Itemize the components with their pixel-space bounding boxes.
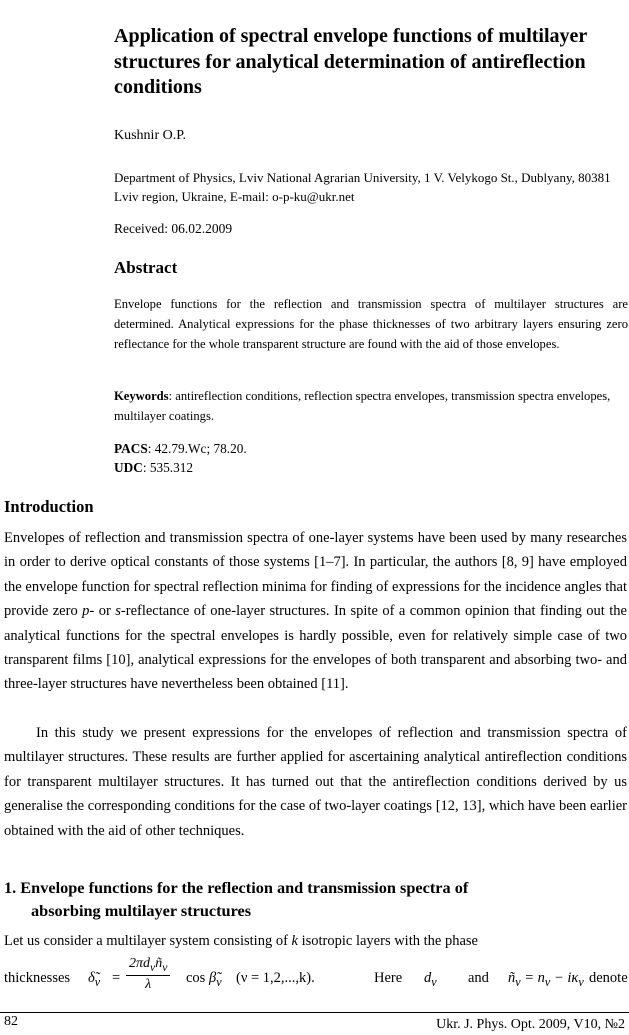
eq-d-sub: ν [431, 974, 437, 989]
eq-and: and [468, 970, 489, 986]
equation-line [4, 956, 627, 1002]
pacs [114, 441, 247, 457]
eq-denominator: λ [145, 976, 152, 992]
footer-rule [0, 1012, 629, 1013]
abstract-heading: Abstract [114, 258, 178, 277]
eq-cos-text: cos [186, 970, 206, 986]
eq-beta: β̃ [208, 970, 217, 986]
eq-thicknesses: thicknesses [4, 970, 71, 986]
eq-delta-symbol: δ̃ [88, 970, 95, 986]
eq-d [424, 970, 437, 990]
eq-delta-sub: ν [94, 974, 101, 989]
sec1-k: k [291, 933, 298, 949]
eq-fraction [126, 956, 170, 993]
eq-num-text: 2πd [129, 956, 151, 971]
received-date: Received: 06.02.2009 [114, 221, 233, 236]
eq-cos [186, 970, 222, 990]
paper-title: Application of spectral envelope functions of multilayer structures for analytical determination of antireflection conditions [114, 25, 587, 98]
intro-p1-s: s [115, 603, 121, 620]
eq-n-b: = n [520, 970, 545, 986]
keywords [114, 386, 614, 426]
eq-numerator [126, 956, 170, 976]
udc [114, 460, 193, 476]
abstract-text: Envelope functions for the reflection and transmission spectra of multilayer structures are determined. Analytical expressions for the phase thicknesses of two arbitrary layers ensuring zero reflectance for the whole transparent structure are found with the aid of those envelopes. [114, 297, 628, 351]
eq-delta [88, 970, 100, 990]
eq-here: Here [374, 970, 403, 986]
eq-n-sub1: ν [515, 974, 521, 989]
eq-num-sub: ν [150, 960, 156, 974]
intro-p1-text-a: Envelopes of reflection and transmission spectra of one-layer systems have been used by many researches in order to derive optical constants of those systems [1–7]. In particular, the authors [8, 9] have employed the envelope function for spectral reflection minima for finding of expressions for the incidence angles that provide zero [4, 530, 627, 620]
eq-n-complex [508, 970, 584, 990]
eq-range: (ν = 1,2,...,k). [236, 970, 315, 986]
section-1-paragraph [4, 929, 627, 953]
intro-p1-p: p [82, 603, 90, 620]
eq-n-sub3: ν [578, 974, 584, 989]
author: Kushnir O.P. [114, 128, 186, 143]
eq-num-n-sub: ν [162, 960, 168, 974]
eq-num-n: ñ [155, 956, 163, 971]
eq-n-sub2: ν [544, 974, 551, 989]
udc-label: UDC [114, 460, 143, 475]
introduction-heading: Introduction [4, 497, 94, 516]
eq-d-symbol: d [424, 970, 432, 986]
pacs-text: : 42.79.Wc; 78.20. [147, 441, 247, 456]
sec1-text-a: Let us consider a multilayer system consisting of [4, 933, 292, 949]
intro-p1-text-b: - or [89, 603, 116, 620]
keywords-text: : antireflection conditions, reflection spectra envelopes, transmission spectra envelopes, multilayer coatings. [114, 389, 611, 423]
affiliation: Department of Physics, Lviv National Agrarian University, 1 V. Velykogo St., Dublyany, 80381 Lviv region, Ukraine, E-mail: o-p-ku@ukr.net [114, 170, 611, 204]
intro-p1-text-c: -reflectance of one-layer structures. In spite of a common opinion that finding out the analytical functions for the spectral envelopes is hardly possible, even for relatively simple case of two transparent films [10], analytical expressions for the envelopes of both transparent and absorbing two- and three-layer structures have nevertheless been obtained [11]. [4, 603, 627, 693]
journal-reference: Ukr. J. Phys. Opt. 2009, V10, №2 [436, 1017, 625, 1032]
sec1-text-b: isotropic layers with the phase [297, 933, 478, 949]
page-number: 82 [4, 1014, 18, 1029]
pacs-label: PACS [114, 441, 148, 456]
introduction-paragraph-1 [4, 526, 627, 697]
section-1-heading-line-2: absorbing multilayer structures [31, 900, 252, 920]
eq-denote: denote [589, 970, 628, 986]
section-1-heading [4, 877, 604, 922]
introduction-paragraph-2: In this study we present expressions for the envelopes of reflection and transmission spectra of multilayer structures. These results are further applied for ascertaining analytical antireflection conditions for transparent multilayer structures. It has turned out that the antireflection conditions derived by us generalise the corresponding conditions for the case of two-layer coatings [12, 13], which have been earlier obtained with the aid of other techniques. [4, 725, 627, 839]
eq-n-c: − iκ [550, 970, 579, 986]
udc-text: : 535.312 [142, 460, 194, 475]
eq-n-a: ñ [508, 970, 516, 986]
section-1-heading-line-1: 1. Envelope functions for the reflection and transmission spectra of [4, 878, 469, 897]
eq-beta-sub: ν [216, 974, 222, 989]
keywords-label: Keywords [114, 389, 169, 403]
eq-equals: = [112, 970, 121, 986]
